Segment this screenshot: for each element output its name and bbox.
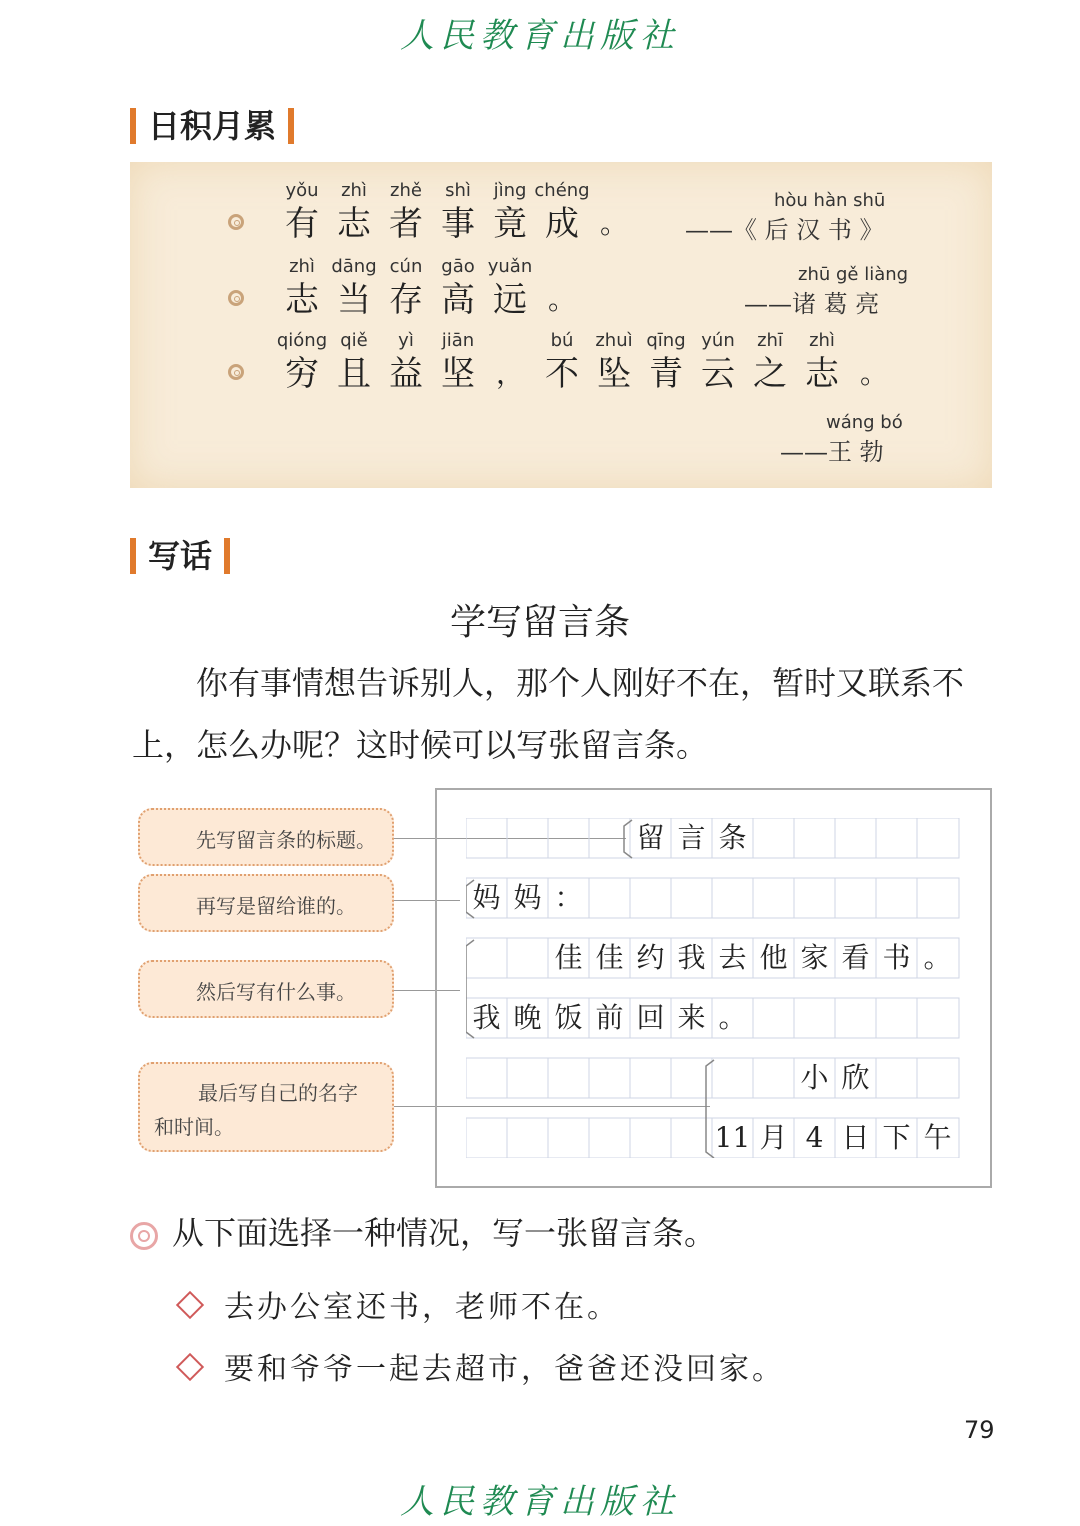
note-row-date: 11 月 4 日 下 午 <box>714 1121 952 1154</box>
task-instruction-text: 从下面选择一种情况，写一张留言条。 <box>172 1214 717 1252</box>
section-header-writing <box>130 534 230 574</box>
ruby-char: 。 <box>599 207 628 240</box>
ruby-char: dāng 当 <box>331 256 377 320</box>
section-title: 写话 <box>148 537 213 575</box>
quote-line-2 <box>130 256 992 320</box>
header-bar-left <box>130 538 136 574</box>
publisher-watermark-bottom: 人民教育出版社 <box>400 1482 680 1522</box>
source-attribution: ——《 后 汉 书 》 <box>685 216 884 244</box>
circle-bullet-icon <box>228 214 244 230</box>
note-row-recipient: 妈 妈 ： <box>472 881 583 914</box>
quote-panel <box>130 162 992 488</box>
callout-title-step: 先写留言条的标题。 <box>138 808 394 866</box>
ruby-char: jìng 竟 <box>493 180 527 244</box>
quote-line-1 <box>130 180 992 244</box>
ruby-row <box>276 180 640 246</box>
ruby-char: qiě 且 <box>337 330 371 394</box>
ruby-char: yì 益 <box>389 330 423 394</box>
circle-bullet-icon <box>228 290 244 306</box>
publisher-watermark-top: 人民教育出版社 <box>400 16 680 56</box>
diamond-bullet-icon <box>176 1291 204 1319</box>
task-instruction <box>130 1208 716 1254</box>
section-header-daily-accumulation <box>130 104 294 144</box>
note-row-title: 留 言 条 <box>636 821 747 854</box>
ruby-char: qīng 青 <box>646 330 686 394</box>
ruby-char: yún 云 <box>701 330 735 394</box>
ruby-char: ， <box>495 357 524 390</box>
callout-recipient-step: 再写是留给谁的。 <box>138 874 394 932</box>
header-bar-right <box>224 538 230 574</box>
task-option-1 <box>180 1282 620 1326</box>
page-number: 79 <box>964 1416 995 1444</box>
ruby-char: qióng 穷 <box>276 330 328 394</box>
ruby-row <box>276 330 900 396</box>
diamond-bullet-icon <box>176 1353 204 1381</box>
ruby-char: zhì 志 <box>285 256 319 320</box>
circle-bullet-icon <box>228 364 244 380</box>
option-text: 要和爷爷一起去超市，爸爸还没回家。 <box>224 1352 785 1387</box>
ruby-char: 。 <box>859 357 888 390</box>
source-pinyin: zhū gě liàng <box>798 264 909 285</box>
ruby-char: jiān 坚 <box>441 330 475 394</box>
note-row-content-1: 佳 佳 约 我 去 他 家 看 书 。 <box>554 941 952 974</box>
circle-task-icon <box>130 1222 158 1250</box>
quote-line-3 <box>130 330 992 466</box>
source-attribution: ——王 勃 <box>780 438 884 466</box>
source-pinyin: hòu hàn shū <box>774 190 886 211</box>
header-bar-right <box>288 108 294 144</box>
ruby-char: yuǎn 远 <box>487 256 533 320</box>
callout-signature-step: 最后写自己的名字 和时间。 <box>138 1062 394 1152</box>
ruby-char: zhī 之 <box>753 330 787 394</box>
ruby-char: gāo 高 <box>441 256 475 320</box>
header-bar-left <box>130 108 136 144</box>
ruby-char: yǒu 有 <box>285 180 319 244</box>
ruby-char: 。 <box>547 283 576 316</box>
ruby-char: cún 存 <box>389 256 423 320</box>
section-title: 日积月累 <box>148 107 277 145</box>
note-row-signature: 小 欣 <box>800 1061 870 1094</box>
source-pinyin: wáng bó <box>826 412 903 433</box>
ruby-char: shì 事 <box>441 180 475 244</box>
ruby-char: zhì 志 <box>805 330 839 394</box>
option-text: 去办公室还书，老师不在。 <box>224 1290 620 1325</box>
ruby-char: zhuì 坠 <box>595 330 633 394</box>
ruby-row <box>276 256 588 322</box>
writing-grid <box>466 818 961 1158</box>
task-option-2 <box>180 1344 785 1388</box>
ruby-char: zhě 者 <box>389 180 423 244</box>
callout-content-step: 然后写有什么事。 <box>138 960 394 1018</box>
ruby-char: chéng 成 <box>534 180 590 244</box>
writing-title: 学写留言条 <box>449 602 630 643</box>
ruby-char: bú 不 <box>545 330 579 394</box>
source-attribution: ——诸 葛 亮 <box>744 290 880 318</box>
ruby-char: zhì 志 <box>337 180 371 244</box>
intro-paragraph: 你有事情想告诉别人，那个人刚好不在，暂时又联系不上，怎么办呢？这时候可以写张留言条。 <box>132 664 965 764</box>
note-row-content-2: 我 晚 饭 前 回 来 。 <box>472 1001 747 1034</box>
